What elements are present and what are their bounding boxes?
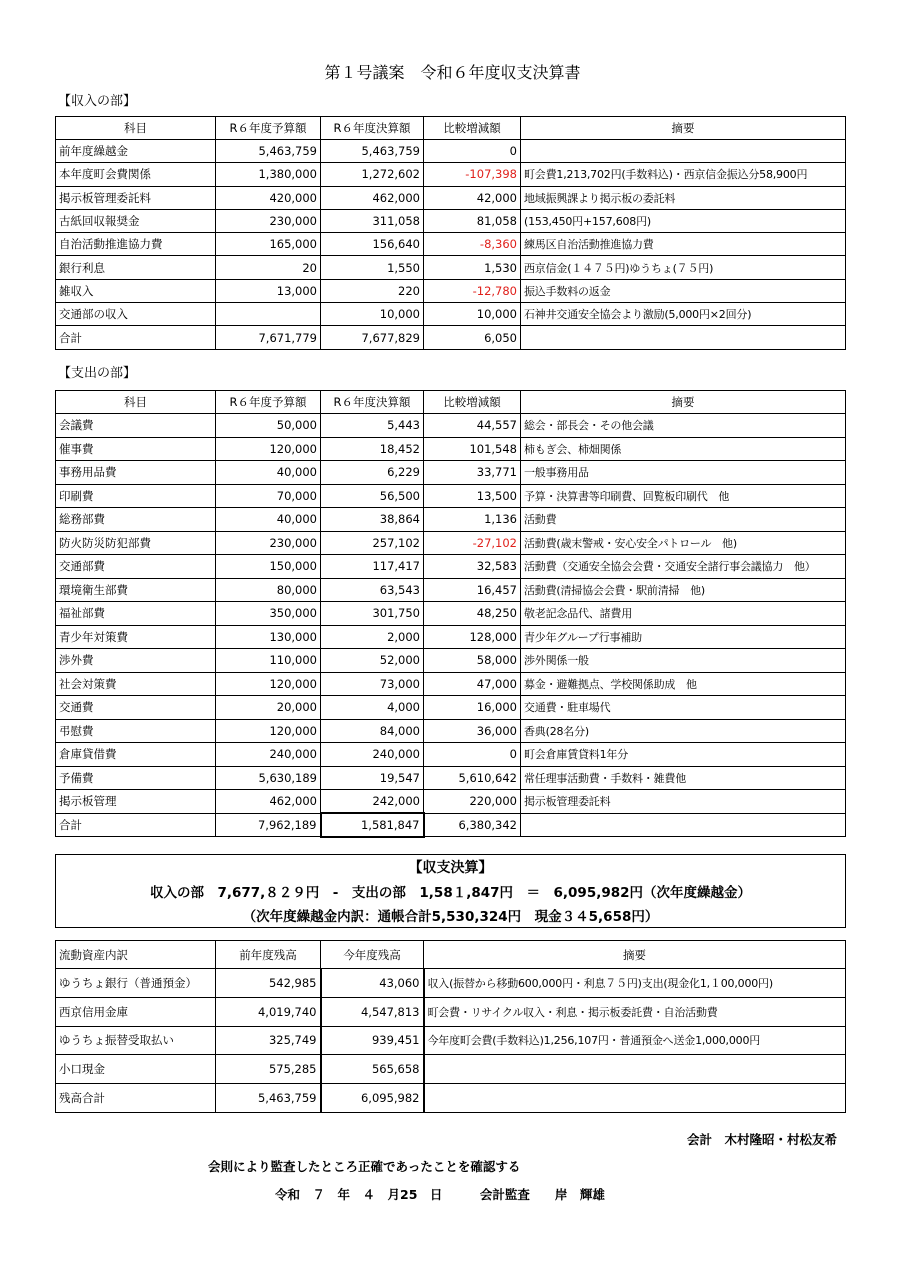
expense-row [56, 813, 846, 837]
income-row [56, 209, 846, 232]
income-cell-actual: 10,000 [321, 303, 424, 326]
income-cell-note: 西京信金(１４７５円)ゆうちょ(７５円) [521, 256, 846, 279]
income-header-budget: R６年度予算額 [216, 117, 321, 140]
assets-header-note: 摘要 [424, 941, 846, 969]
assets-cell-prev: 5,463,759 [216, 1084, 321, 1113]
expense-cell-budget: 240,000 [216, 743, 321, 767]
summary-heading: 【収支決算】 [408, 860, 493, 876]
audit-statement: 会則により監査したところ正確であったことを確認する [208, 1159, 521, 1174]
income-header-diff: 比較増減額 [424, 117, 521, 140]
expense-row [56, 437, 846, 461]
assets-cell-note [424, 1055, 846, 1084]
expense-row [56, 719, 846, 743]
expense-cell-item: 環境衛生部費 [56, 578, 216, 602]
expense-cell-item: 青少年対策費 [56, 625, 216, 649]
income-row [56, 279, 846, 302]
expense-cell-actual: 73,000 [321, 672, 424, 696]
expense-cell-item: 交通費 [56, 696, 216, 720]
income-cell-item: 古紙回収報奨金 [56, 209, 216, 232]
audit-date-line: 令和 ７ 年 ４ 月25 日 会計監査 岸 輝雄 [275, 1187, 605, 1202]
income-cell-actual: 1,550 [321, 256, 424, 279]
expense-cell-note: 敬老記念品代、諸費用 [521, 602, 846, 626]
income-cell-budget: 7,671,779 [216, 326, 321, 349]
expense-cell-note: 渉外関係一般 [521, 649, 846, 673]
expense-row [56, 672, 846, 696]
expense-cell-note: 活動費(清掃協会会費・駅前清掃 他) [521, 578, 846, 602]
income-cell-diff: 6,050 [424, 326, 521, 349]
expense-row [56, 649, 846, 673]
expense-row [56, 696, 846, 720]
summary-line2: （次年度繰越金内訳：通帳合計5,530,324円 現金３４5,658円） [242, 909, 659, 925]
expense-header-row [56, 391, 846, 414]
income-cell-actual: 1,272,602 [321, 163, 424, 186]
expense-cell-actual: 56,500 [321, 484, 424, 508]
assets-cell-prev: 542,985 [216, 969, 321, 998]
expense-cell-budget: 5,630,189 [216, 766, 321, 790]
income-cell-budget: 5,463,759 [216, 140, 321, 163]
assets-header-item: 流動資産内訳 [56, 941, 216, 969]
income-cell-note: (153,450円+157,608円) [521, 209, 846, 232]
expense-cell-diff: -27,102 [424, 531, 521, 555]
expense-cell-diff: 101,548 [424, 437, 521, 461]
assets-cell-item: ゆうちょ銀行（普通預金） [56, 969, 216, 998]
income-cell-note: 町会費1,213,702円(手数料込)・西京信金振込分58,900円 [521, 163, 846, 186]
expense-cell-item: 倉庫貸借費 [56, 743, 216, 767]
income-cell-item: 銀行利息 [56, 256, 216, 279]
income-header-row [56, 117, 846, 140]
expense-row [56, 790, 846, 814]
income-cell-note: 練馬区自治活動推進協力費 [521, 233, 846, 256]
expense-cell-note: 活動費（交通安全協会会費・交通安全諸行事会議協力 他） [521, 555, 846, 579]
income-cell-actual: 462,000 [321, 186, 424, 209]
expense-cell-note: 香典(28名分) [521, 719, 846, 743]
expense-cell-diff: 16,000 [424, 696, 521, 720]
assets-cell-note: 今年度町会費(手数料込)1,256,107円・普通預金へ送金1,000,000円 [424, 1026, 846, 1055]
income-cell-note: 地域振興課より掲示板の委託料 [521, 186, 846, 209]
expense-cell-actual: 6,229 [321, 461, 424, 485]
assets-cell-prev: 575,285 [216, 1055, 321, 1084]
expense-cell-budget: 20,000 [216, 696, 321, 720]
income-header-item: 科目 [56, 117, 216, 140]
expense-cell-actual: 4,000 [321, 696, 424, 720]
expense-cell-diff: 33,771 [424, 461, 521, 485]
income-table [55, 116, 846, 350]
expense-row [56, 625, 846, 649]
expense-cell-diff: 128,000 [424, 625, 521, 649]
expense-cell-note: 柿もぎ会、柿畑関係 [521, 437, 846, 461]
expense-cell-diff: 16,457 [424, 578, 521, 602]
expense-cell-budget: 130,000 [216, 625, 321, 649]
expense-cell-actual: 257,102 [321, 531, 424, 555]
assets-cell-item: ゆうちょ振替受取払い [56, 1026, 216, 1055]
expense-cell-note: 予算・決算書等印刷費、回覧板印刷代 他 [521, 484, 846, 508]
assets-header-row [56, 941, 846, 969]
expense-cell-budget: 40,000 [216, 508, 321, 532]
expense-cell-actual: 38,864 [321, 508, 424, 532]
expense-row [56, 743, 846, 767]
expense-cell-note: 募金・避難拠点、学校関係助成 他 [521, 672, 846, 696]
income-cell-actual: 156,640 [321, 233, 424, 256]
expense-row [56, 555, 846, 579]
income-cell-diff: -8,360 [424, 233, 521, 256]
summary-line1: 収入の部 7,677,８２９円 - 支出の部 1,58１,847円 ＝ 6,095,982円（次年度繰越金） [149, 885, 752, 901]
income-row [56, 303, 846, 326]
income-cell-diff: 1,530 [424, 256, 521, 279]
expense-header-diff: 比較増減額 [424, 391, 521, 414]
income-cell-diff: 81,058 [424, 209, 521, 232]
income-row [56, 163, 846, 186]
income-cell-item: 前年度繰越金 [56, 140, 216, 163]
expense-cell-item: 合計 [56, 813, 216, 837]
expense-row [56, 461, 846, 485]
income-cell-item: 合計 [56, 326, 216, 349]
income-cell-diff: 0 [424, 140, 521, 163]
expense-cell-note: 交通費・駐車場代 [521, 696, 846, 720]
income-cell-note: 石神井交通安全協会より激励(5,000円×2回分) [521, 303, 846, 326]
income-cell-budget: 230,000 [216, 209, 321, 232]
expense-cell-diff: 48,250 [424, 602, 521, 626]
expense-cell-diff: 1,136 [424, 508, 521, 532]
expense-cell-actual: 242,000 [321, 790, 424, 814]
expense-cell-item: 社会対策費 [56, 672, 216, 696]
expense-cell-item: 予備費 [56, 766, 216, 790]
income-cell-actual: 5,463,759 [321, 140, 424, 163]
expense-header-budget: R６年度予算額 [216, 391, 321, 414]
expense-cell-budget: 462,000 [216, 790, 321, 814]
income-cell-budget: 1,380,000 [216, 163, 321, 186]
income-cell-item: 交通部の収入 [56, 303, 216, 326]
expense-cell-budget: 70,000 [216, 484, 321, 508]
assets-header-curr: 今年度残高 [321, 941, 424, 969]
assets-row [56, 969, 846, 998]
income-cell-actual: 311,058 [321, 209, 424, 232]
assets-row [56, 1026, 846, 1055]
income-cell-item: 掲示板管理委託料 [56, 186, 216, 209]
expense-cell-item: 交通部費 [56, 555, 216, 579]
income-cell-budget: 20 [216, 256, 321, 279]
income-cell-budget: 13,000 [216, 279, 321, 302]
assets-row [56, 997, 846, 1026]
expense-cell-item: 会議費 [56, 414, 216, 438]
assets-row [56, 1084, 846, 1113]
income-row [56, 233, 846, 256]
income-cell-item: 雑収入 [56, 279, 216, 302]
income-row [56, 140, 846, 163]
income-header-actual: R６年度決算額 [321, 117, 424, 140]
expense-cell-budget: 230,000 [216, 531, 321, 555]
expense-table [55, 390, 846, 838]
expense-cell-budget: 350,000 [216, 602, 321, 626]
income-cell-diff: 42,000 [424, 186, 521, 209]
expense-row [56, 602, 846, 626]
page-title: 第１号議案 令和６年度収支決算書 [324, 63, 581, 82]
income-cell-budget: 420,000 [216, 186, 321, 209]
expense-row [56, 766, 846, 790]
income-row [56, 186, 846, 209]
income-cell-budget: 165,000 [216, 233, 321, 256]
expense-cell-actual: 63,543 [321, 578, 424, 602]
assets-cell-prev: 325,749 [216, 1026, 321, 1055]
expense-cell-note: 掲示板管理委託料 [521, 790, 846, 814]
accountant-signature: 会計 木村隆昭・村松友希 [686, 1132, 837, 1147]
expense-cell-diff: 32,583 [424, 555, 521, 579]
expense-header-item: 科目 [56, 391, 216, 414]
assets-cell-item: 西京信用金庫 [56, 997, 216, 1026]
assets-cell-note [424, 1084, 846, 1113]
expense-cell-diff: 0 [424, 743, 521, 767]
expense-cell-actual: 1,581,847 [321, 813, 424, 837]
expense-cell-actual: 52,000 [321, 649, 424, 673]
income-section-label: 【収入の部】 [58, 94, 137, 109]
expense-cell-actual: 18,452 [321, 437, 424, 461]
expense-cell-actual: 2,000 [321, 625, 424, 649]
expense-cell-note: 常任理事活動費・手数料・雑費他 [521, 766, 846, 790]
assets-cell-item: 小口現金 [56, 1055, 216, 1084]
expense-cell-item: 印刷費 [56, 484, 216, 508]
assets-header-prev: 前年度残高 [216, 941, 321, 969]
expense-cell-budget: 50,000 [216, 414, 321, 438]
income-cell-item: 本年度町会費関係 [56, 163, 216, 186]
income-cell-diff: -107,398 [424, 163, 521, 186]
expense-cell-item: 事務用品費 [56, 461, 216, 485]
income-cell-diff: 10,000 [424, 303, 521, 326]
expense-row [56, 531, 846, 555]
assets-table [55, 940, 846, 1113]
expense-cell-item: 防火防災防犯部費 [56, 531, 216, 555]
expense-header-note: 摘要 [521, 391, 846, 414]
expense-cell-diff: 47,000 [424, 672, 521, 696]
expense-cell-actual: 301,750 [321, 602, 424, 626]
expense-cell-diff: 220,000 [424, 790, 521, 814]
assets-cell-curr: 6,095,982 [321, 1084, 424, 1113]
income-cell-diff: -12,780 [424, 279, 521, 302]
expense-cell-note: 青少年グループ行事補助 [521, 625, 846, 649]
expense-cell-budget: 80,000 [216, 578, 321, 602]
expense-cell-item: 催事費 [56, 437, 216, 461]
income-cell-actual: 7,677,829 [321, 326, 424, 349]
income-cell-note: 振込手数料の返金 [521, 279, 846, 302]
assets-cell-note: 町会費・リサイクル収入・利息・掲示板委託費・自治活動費 [424, 997, 846, 1026]
income-cell-budget [216, 303, 321, 326]
expense-cell-item: 福祉部費 [56, 602, 216, 626]
assets-cell-note: 収入(振替から移動600,000円・利息７５円)支出(現金化1,１00,000円) [424, 969, 846, 998]
expense-cell-item: 総務部費 [56, 508, 216, 532]
expense-cell-actual: 117,417 [321, 555, 424, 579]
expense-cell-note: 活動費 [521, 508, 846, 532]
assets-row [56, 1055, 846, 1084]
expense-cell-budget: 7,962,189 [216, 813, 321, 837]
assets-cell-item: 残高合計 [56, 1084, 216, 1113]
income-cell-actual: 220 [321, 279, 424, 302]
expense-cell-note: 一般事務用品 [521, 461, 846, 485]
expense-row [56, 508, 846, 532]
expense-cell-actual: 84,000 [321, 719, 424, 743]
expense-cell-note [521, 813, 846, 837]
expense-cell-diff: 58,000 [424, 649, 521, 673]
expense-cell-note: 活動費(歳末警戒・安心安全パトロール 他) [521, 531, 846, 555]
assets-cell-prev: 4,019,740 [216, 997, 321, 1026]
expense-cell-item: 掲示板管理 [56, 790, 216, 814]
expense-cell-budget: 120,000 [216, 437, 321, 461]
assets-cell-curr: 939,451 [321, 1026, 424, 1055]
expense-cell-budget: 120,000 [216, 672, 321, 696]
expense-cell-actual: 19,547 [321, 766, 424, 790]
expense-cell-budget: 150,000 [216, 555, 321, 579]
expense-cell-budget: 40,000 [216, 461, 321, 485]
income-row [56, 256, 846, 279]
expense-cell-item: 渉外費 [56, 649, 216, 673]
expense-cell-item: 弔慰費 [56, 719, 216, 743]
income-row [56, 326, 846, 349]
expense-cell-note: 総会・部長会・その他会議 [521, 414, 846, 438]
income-cell-note [521, 326, 846, 349]
income-header-note: 摘要 [521, 117, 846, 140]
assets-cell-curr: 565,658 [321, 1055, 424, 1084]
income-cell-note [521, 140, 846, 163]
expense-cell-note: 町会倉庫賃貸料1年分 [521, 743, 846, 767]
expense-section-label: 【支出の部】 [58, 366, 137, 381]
expense-cell-diff: 5,610,642 [424, 766, 521, 790]
expense-cell-actual: 5,443 [321, 414, 424, 438]
assets-cell-curr: 4,547,813 [321, 997, 424, 1026]
expense-row [56, 578, 846, 602]
expense-cell-diff: 13,500 [424, 484, 521, 508]
assets-cell-curr: 43,060 [321, 969, 424, 998]
income-cell-item: 自治活動推進協力費 [56, 233, 216, 256]
expense-header-actual: R６年度決算額 [321, 391, 424, 414]
expense-cell-budget: 120,000 [216, 719, 321, 743]
expense-row [56, 414, 846, 438]
expense-cell-actual: 240,000 [321, 743, 424, 767]
expense-cell-diff: 44,557 [424, 414, 521, 438]
expense-cell-diff: 36,000 [424, 719, 521, 743]
expense-cell-diff: 6,380,342 [424, 813, 521, 837]
expense-row [56, 484, 846, 508]
expense-cell-budget: 110,000 [216, 649, 321, 673]
balance-summary [55, 854, 846, 928]
